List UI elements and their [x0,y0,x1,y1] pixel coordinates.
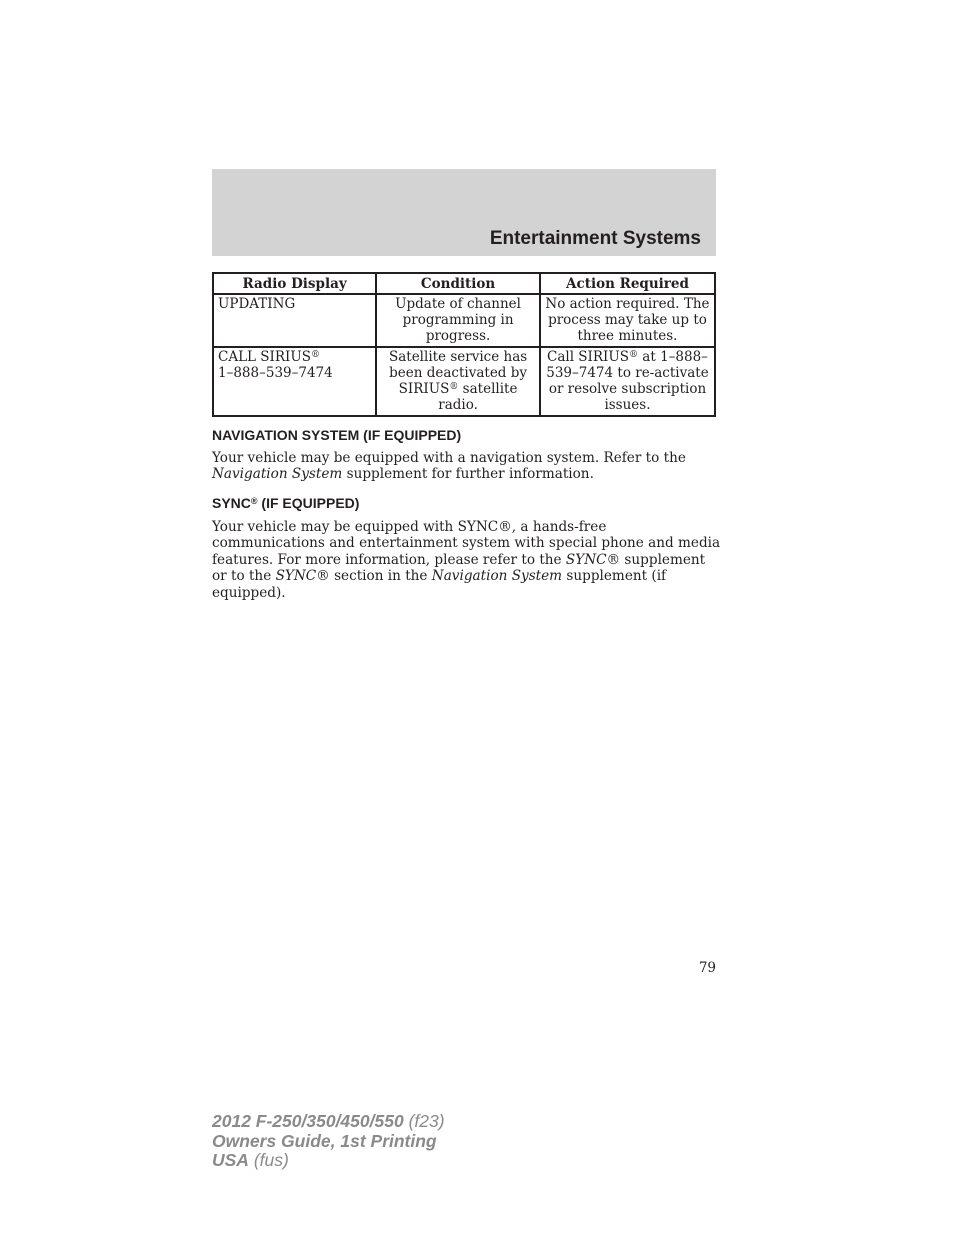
footer-line-region [212,1151,445,1171]
sync-paragraph [212,519,722,601]
action-text-end: at 1–888–539–7474 to re-activate or resolve subscription issues. [546,349,709,413]
table-header-row [213,273,715,294]
navigation-system-reference: Navigation System [212,466,343,483]
column-header-action-required: Action Required [540,273,715,294]
document-footer [212,1112,445,1171]
section-header-band [212,169,716,256]
cell-radio-display [213,347,376,416]
action-text: Call SIRIUS [547,349,630,365]
paragraph-text: supplement for further information. [342,466,594,483]
footer-region-code: (fus) [248,1150,289,1170]
table-row [213,347,715,416]
cell-action-required [540,347,715,416]
sync-reference: SYNC® [565,551,621,568]
radio-display-table [212,272,716,417]
paragraph-text: supplement (if equipped). [212,568,667,601]
cell-radio-display: UPDATING [213,294,376,347]
condition-text-end: satellite radio. [438,381,518,413]
phone-number: 1–888–539–7474 [218,365,333,381]
footer-guide-edition: Owners Guide, 1st Printing [212,1130,437,1151]
table-row [213,294,715,347]
registered-mark: ® [250,496,258,506]
cell-action-required: No action required. The process may take up to three minutes. [540,294,715,347]
column-header-condition: Condition [376,273,540,294]
paragraph-text: Your vehicle may be equipped with SYNC®, a hands-free communications and entertainment system with special phone and media features. For more information, please refer to the [212,519,721,568]
footer-model: 2012 F-250/350/450/550 [212,1111,404,1131]
paragraph-text: supplement or to the [212,551,706,585]
sync-heading [212,495,359,511]
footer-line-model [212,1112,445,1132]
page-number: 79 [698,960,716,976]
footer-region: USA [212,1150,249,1170]
navigation-system-reference: Navigation System [431,568,563,585]
registered-mark: ® [629,350,639,360]
footer-model-code: (f23) [403,1111,445,1131]
paragraph-text: Your vehicle may be equipped with a navigation system. Refer to the [212,450,686,466]
footer-line-guide [212,1132,445,1152]
navigation-system-paragraph [212,450,722,483]
navigation-system-heading: NAVIGATION SYSTEM (IF EQUIPPED) [212,427,462,443]
sync-heading-text: SYNC [212,495,251,511]
sync-reference: SYNC® [275,568,330,585]
call-sirius-label: CALL SIRIUS [218,349,312,365]
cell-condition [376,347,540,416]
registered-mark: ® [311,350,321,360]
condition-text: Satellite service has been deactivated by SIRIUS [388,349,528,397]
registered-mark: ® [449,382,459,392]
column-header-radio-display: Radio Display [213,273,376,294]
section-title: Entertainment Systems [489,228,701,249]
cell-condition: Update of channel programming in progress. [376,294,540,347]
sync-heading-text: (IF EQUIPPED) [257,495,360,511]
paragraph-text: section in the [329,568,432,585]
